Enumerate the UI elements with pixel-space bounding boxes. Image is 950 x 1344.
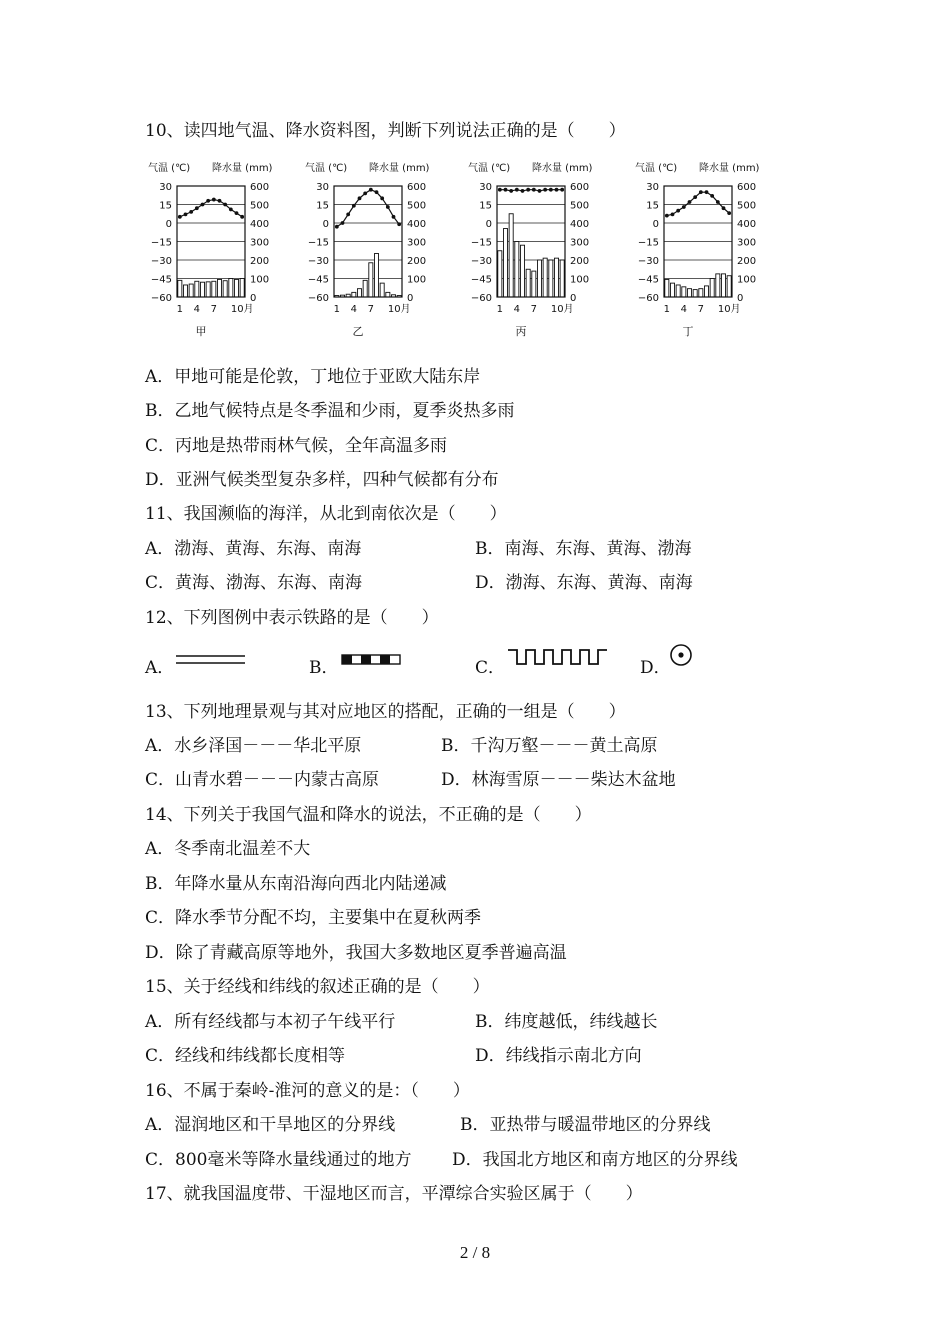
temp-line xyxy=(500,190,562,191)
precip-tick-label: 200 xyxy=(407,256,427,267)
month-tick-label: 7 xyxy=(210,304,218,315)
precip-bar xyxy=(183,285,187,297)
precip-axis-label: 降水量 (mm) xyxy=(212,163,273,174)
month-tick-label: 4 xyxy=(193,304,201,315)
precip-bar xyxy=(710,279,714,298)
temp-point xyxy=(727,211,731,215)
temp-tick-label: 30 xyxy=(316,182,329,193)
precip-tick-label: 300 xyxy=(570,237,590,249)
precip-tick-label: 100 xyxy=(570,274,590,286)
q14-option-b: B．年降水量从东南沿海向西北内陆递减 xyxy=(145,874,447,894)
month-tick-label: 1 xyxy=(496,304,504,315)
precip-bar xyxy=(240,279,244,298)
temp-point xyxy=(352,204,356,208)
temp-point xyxy=(346,212,350,216)
temp-axis-label: 气温 (℃) xyxy=(148,163,191,174)
temp-tick-label: −15 xyxy=(470,237,492,249)
temp-point xyxy=(555,188,559,192)
precip-bar xyxy=(693,290,697,297)
precip-bar xyxy=(520,245,524,297)
temp-point xyxy=(397,222,401,226)
q16-option-c: C．800毫米等降水量线通过的地方 xyxy=(145,1150,412,1170)
temp-point xyxy=(335,225,339,229)
precip-bar xyxy=(665,279,669,297)
q12-option-c-label: C． xyxy=(475,658,506,678)
precip-tick-label: 400 xyxy=(407,219,427,230)
precip-bar xyxy=(687,289,691,297)
temp-axis-label: 气温 (℃) xyxy=(305,163,348,174)
q11-stem: 11、我国濒临的海洋，从北到南依次是（ ） xyxy=(145,504,507,524)
precip-tick-label: 500 xyxy=(407,200,427,212)
temp-point xyxy=(218,199,222,203)
temp-point xyxy=(504,188,508,192)
precip-bar xyxy=(363,280,367,297)
chart-title: 丁 xyxy=(682,325,694,338)
precip-tick-label: 500 xyxy=(737,200,757,212)
q11-option-c: C．黄海、渤海、东海、南海 xyxy=(145,573,363,593)
q12-option-a-label: A． xyxy=(145,658,175,678)
precip-bar xyxy=(229,279,233,298)
q16-stem: 16、不属于秦岭-淮河的意义的是：（ ） xyxy=(145,1081,470,1101)
precip-tick-label: 0 xyxy=(407,293,414,304)
temp-point xyxy=(223,203,227,207)
q14-stem: 14、下列关于我国气温和降水的说法，不正确的是（ ） xyxy=(145,805,592,825)
temp-point xyxy=(386,205,390,209)
temp-point xyxy=(189,210,193,214)
precip-tick-label: 400 xyxy=(250,219,270,230)
month-tick-label: 7 xyxy=(530,304,538,315)
temp-tick-label: −45 xyxy=(150,274,172,286)
precip-bar xyxy=(682,287,686,297)
precip-tick-label: 600 xyxy=(407,182,427,193)
temp-point xyxy=(699,190,703,194)
temp-point xyxy=(665,214,669,218)
q17-stem: 17、就我国温度带、干湿地区而言，平潭综合实验区属于（ ） xyxy=(145,1184,643,1204)
temp-point xyxy=(369,188,373,192)
temp-point xyxy=(705,190,709,194)
climate-chart-ding xyxy=(627,155,777,345)
temp-point xyxy=(235,211,239,215)
precip-tick-label: 0 xyxy=(250,293,257,304)
precip-bar xyxy=(560,260,564,297)
temp-tick-label: −30 xyxy=(470,256,492,267)
precip-bar xyxy=(369,263,373,297)
precip-bar xyxy=(515,242,519,298)
precip-tick-label: 300 xyxy=(737,237,757,249)
temp-point xyxy=(543,188,547,192)
temp-point xyxy=(184,212,188,216)
precip-bar xyxy=(543,258,547,297)
temp-point xyxy=(688,200,692,204)
precip-tick-label: 100 xyxy=(250,274,270,286)
month-tick-label: 4 xyxy=(513,304,521,315)
precip-bar xyxy=(549,260,553,297)
q13-stem: 13、下列地理景观与其对应地区的搭配，正确的一组是（ ） xyxy=(145,702,626,722)
temp-axis-label: 气温 (℃) xyxy=(635,163,678,174)
temp-tick-label: −60 xyxy=(637,293,659,304)
precip-bar xyxy=(189,284,193,297)
precip-tick-label: 200 xyxy=(737,256,757,267)
temp-point xyxy=(341,221,345,225)
temp-tick-label: −60 xyxy=(307,293,329,304)
temp-tick-label: 15 xyxy=(646,200,659,212)
q13-option-b: B．千沟万壑－－－黄土高原 xyxy=(441,736,658,756)
temp-tick-label: −15 xyxy=(637,237,659,249)
q13-option-a: A．水乡泽国－－－华北平原 xyxy=(145,736,362,756)
temp-point xyxy=(549,188,553,192)
q10-option-a: A．甲地可能是伦敦，丁地位于亚欧大陆东岸 xyxy=(145,367,481,387)
climate-charts xyxy=(140,155,780,345)
temp-point xyxy=(178,215,182,219)
temp-tick-label: 30 xyxy=(479,182,492,193)
temp-point xyxy=(229,208,233,212)
precip-tick-label: 400 xyxy=(737,219,757,230)
climate-chart-jia xyxy=(140,155,290,345)
precip-tick-label: 100 xyxy=(407,274,427,286)
climate-chart-bing xyxy=(460,155,610,345)
wall-symbol-icon xyxy=(507,647,609,667)
precip-bar xyxy=(206,282,210,297)
temp-tick-label: −45 xyxy=(637,274,659,286)
temp-tick-label: −30 xyxy=(150,256,172,267)
precip-tick-label: 100 xyxy=(737,274,757,286)
precip-bar xyxy=(352,292,356,297)
temp-point xyxy=(195,206,199,210)
precip-bar xyxy=(386,292,390,297)
temp-point xyxy=(538,189,542,193)
temp-point xyxy=(722,206,726,210)
month-tick-label: 4 xyxy=(350,304,358,315)
temp-point xyxy=(392,215,396,219)
q12-option-b-label: B． xyxy=(309,658,339,678)
precip-bar xyxy=(699,289,703,297)
q15-option-b: B．纬度越低，纬线越长 xyxy=(475,1012,658,1032)
temp-tick-label: −30 xyxy=(307,256,329,267)
temp-point xyxy=(363,192,367,196)
precip-bar xyxy=(537,260,541,297)
precip-bar xyxy=(721,274,725,297)
double-line-symbol-icon xyxy=(175,653,247,667)
temp-point xyxy=(240,215,244,219)
month-tick-label: 7 xyxy=(697,304,705,315)
capital-city-symbol-icon xyxy=(669,643,695,669)
precip-bar xyxy=(503,229,507,297)
temp-point xyxy=(532,188,536,192)
temp-tick-label: −15 xyxy=(150,237,172,249)
temp-tick-label: 0 xyxy=(652,219,659,230)
precip-bar xyxy=(676,285,680,297)
temp-tick-label: −15 xyxy=(307,237,329,249)
month-tick-label: 10月 xyxy=(387,304,411,315)
railway-symbol-icon xyxy=(341,654,403,666)
month-tick-label: 1 xyxy=(333,304,341,315)
temp-point xyxy=(498,188,502,192)
temp-axis-label: 气温 (℃) xyxy=(468,163,511,174)
precip-tick-label: 0 xyxy=(570,293,577,304)
precip-tick-label: 600 xyxy=(250,182,270,193)
q11-option-b: B．南海、东海、黄海、渤海 xyxy=(475,539,692,559)
q10-option-b: B．乙地气候特点是冬季温和少雨，夏季炎热多雨 xyxy=(145,401,515,421)
precip-bar xyxy=(526,269,530,297)
q16-option-a: A．湿润地区和干旱地区的分界线 xyxy=(145,1115,396,1135)
month-tick-label: 10月 xyxy=(717,304,741,315)
q14-option-c: C．降水季节分配不均，主要集中在夏秋两季 xyxy=(145,908,482,928)
precip-bar xyxy=(200,282,204,297)
temp-point xyxy=(358,196,362,200)
q10-option-c: C．丙地是热带雨林气候，全年高温多雨 xyxy=(145,436,448,456)
precip-tick-label: 600 xyxy=(737,182,757,193)
temp-tick-label: −30 xyxy=(637,256,659,267)
precip-axis-label: 降水量 (mm) xyxy=(532,163,593,174)
q14-option-d: D．除了青藏高原等地外，我国大多数地区夏季普遍高温 xyxy=(145,943,567,963)
precip-bar xyxy=(223,281,227,297)
temp-point xyxy=(201,203,205,207)
temp-point xyxy=(671,212,675,216)
temp-tick-label: −60 xyxy=(470,293,492,304)
month-tick-label: 1 xyxy=(663,304,671,315)
precip-tick-label: 500 xyxy=(250,200,270,212)
month-tick-label: 1 xyxy=(176,304,184,315)
q15-option-a: A．所有经线都与本初子午线平行 xyxy=(145,1012,396,1032)
temp-line xyxy=(337,190,399,227)
temp-point xyxy=(716,200,720,204)
page-number: 2 / 8 xyxy=(459,1243,491,1262)
temp-point xyxy=(682,205,686,209)
precip-bar xyxy=(212,281,216,297)
temp-tick-label: 15 xyxy=(479,200,492,212)
precip-tick-label: 500 xyxy=(570,200,590,212)
temp-tick-label: 0 xyxy=(322,219,329,230)
precip-bar xyxy=(498,251,502,297)
temp-point xyxy=(521,189,525,193)
temp-tick-label: 0 xyxy=(485,219,492,230)
precip-bar xyxy=(195,281,199,297)
precip-bar xyxy=(554,258,558,297)
temp-line xyxy=(667,192,729,215)
temp-tick-label: 30 xyxy=(646,182,659,193)
q14-option-a: A．冬季南北温差不大 xyxy=(145,839,311,859)
precip-axis-label: 降水量 (mm) xyxy=(369,163,430,174)
q15-option-d: D．纬线指示南北方向 xyxy=(475,1046,642,1066)
precip-bar xyxy=(374,254,378,297)
temp-tick-label: 15 xyxy=(316,200,329,212)
temp-point xyxy=(380,196,384,200)
climate-chart-yi xyxy=(297,155,447,345)
temp-tick-label: 0 xyxy=(165,219,172,230)
precip-bar xyxy=(380,283,384,297)
precip-tick-label: 0 xyxy=(737,293,744,304)
precip-bar xyxy=(716,274,720,297)
q10-stem: 10、读四地气温、降水资料图，判断下列说法正确的是（ ） xyxy=(145,121,626,141)
q12-option-d-label: D． xyxy=(640,658,671,678)
q15-stem: 15、关于经线和纬线的叙述正确的是（ ） xyxy=(145,977,490,997)
temp-point xyxy=(560,188,564,192)
precip-tick-label: 400 xyxy=(570,219,590,230)
precip-bar xyxy=(532,271,536,297)
month-tick-label: 10月 xyxy=(550,304,574,315)
temp-point xyxy=(693,195,697,199)
q16-option-d: D．我国北方地区和南方地区的分界线 xyxy=(452,1150,738,1170)
q16-option-b: B．亚热带与暖温带地区的分界线 xyxy=(460,1115,711,1135)
temp-point xyxy=(526,188,530,192)
q13-option-d: D．林海雪原－－－柴达木盆地 xyxy=(441,770,676,790)
precip-bar xyxy=(357,289,361,297)
temp-point xyxy=(509,189,513,193)
temp-tick-label: 30 xyxy=(159,182,172,193)
precip-bar xyxy=(234,279,238,297)
precip-tick-label: 200 xyxy=(250,256,270,267)
temp-point xyxy=(676,209,680,213)
temp-point xyxy=(206,199,210,203)
q13-option-c: C．山青水碧－－－内蒙古高原 xyxy=(145,770,380,790)
temp-point xyxy=(515,188,519,192)
month-tick-label: 7 xyxy=(367,304,375,315)
q12-stem: 12、下列图例中表示铁路的是（ ） xyxy=(145,608,439,628)
q11-option-d: D．渤海、东海、黄海、南海 xyxy=(475,573,693,593)
chart-title: 乙 xyxy=(352,325,364,338)
month-tick-label: 10月 xyxy=(230,304,254,315)
month-tick-label: 4 xyxy=(680,304,688,315)
q12-legend-options xyxy=(145,645,745,680)
temp-line xyxy=(180,200,242,217)
temp-tick-label: 15 xyxy=(159,200,172,212)
temp-point xyxy=(710,194,714,198)
precip-bar xyxy=(670,283,674,297)
precip-tick-label: 600 xyxy=(570,182,590,193)
temp-point xyxy=(212,198,216,202)
temp-point xyxy=(375,190,379,194)
precip-tick-label: 300 xyxy=(250,237,270,249)
chart-title: 甲 xyxy=(195,325,207,338)
precip-tick-label: 300 xyxy=(407,237,427,249)
temp-tick-label: −45 xyxy=(307,274,329,286)
precip-bar xyxy=(178,280,182,297)
q10-option-d: D．亚洲气候类型复杂多样，四种气候都有分布 xyxy=(145,470,499,490)
q15-option-c: C．经线和纬线都长度相等 xyxy=(145,1046,346,1066)
precip-bar xyxy=(727,276,731,297)
precip-axis-label: 降水量 (mm) xyxy=(699,163,760,174)
precip-bar xyxy=(217,279,221,297)
q11-option-a: A．渤海、黄海、东海、南海 xyxy=(145,539,362,559)
precip-bar xyxy=(704,286,708,297)
precip-bar xyxy=(509,214,513,297)
temp-tick-label: −60 xyxy=(150,293,172,304)
temp-tick-label: −45 xyxy=(470,274,492,286)
chart-title: 丙 xyxy=(515,325,527,338)
precip-tick-label: 200 xyxy=(570,256,590,267)
